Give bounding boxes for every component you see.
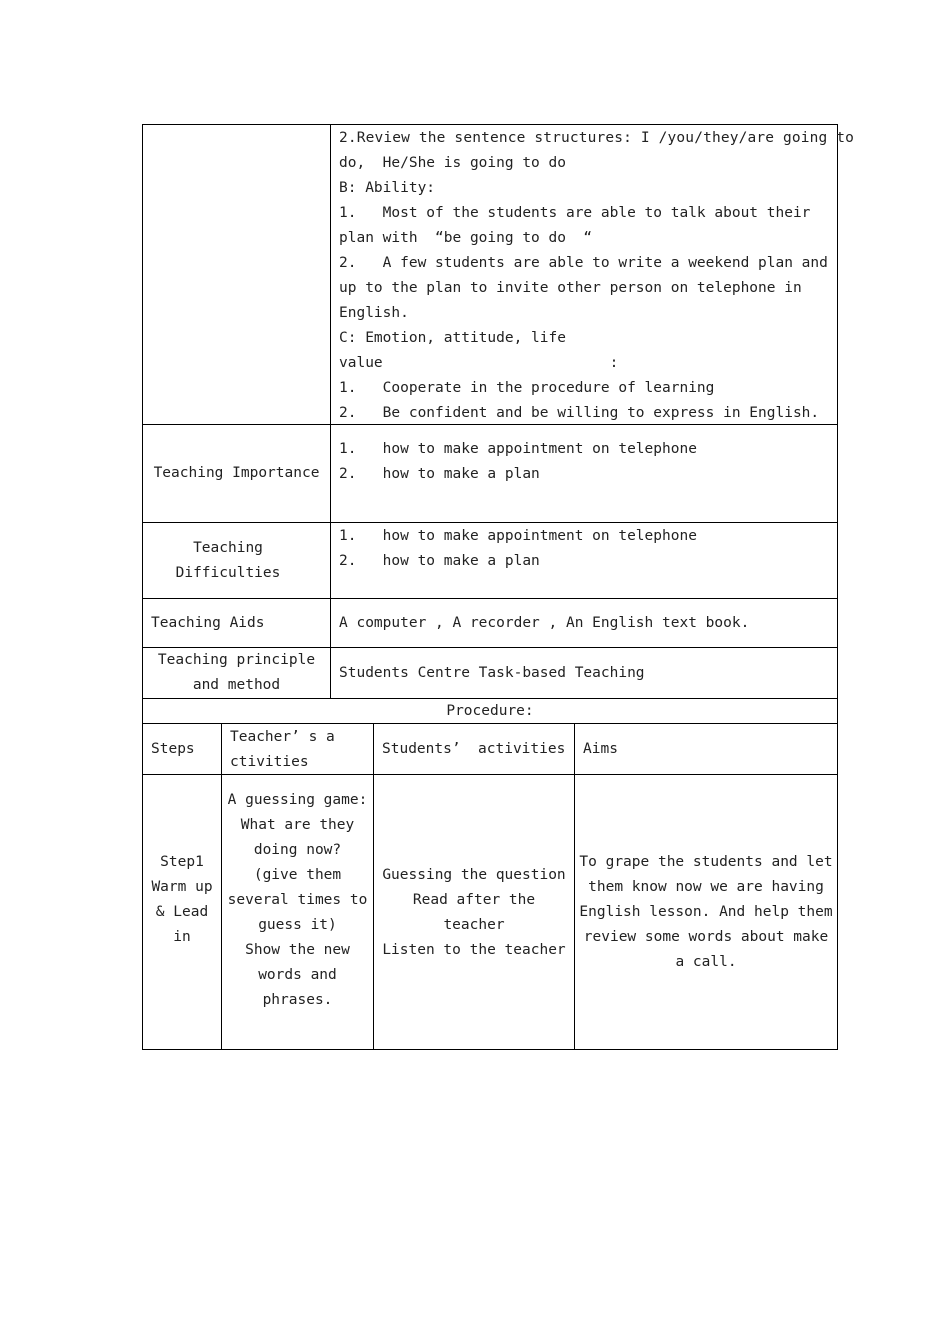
cell-line: review some words about make (583, 929, 829, 945)
teaching-aids-value: A computer , A recorder , An English text book. (339, 615, 750, 631)
teaching-difficulties-label (143, 523, 313, 598)
cell-line: Step1 (160, 854, 204, 870)
teaching-principle-label (143, 648, 330, 698)
step1-teacher-cell (222, 788, 373, 1013)
label-text: Teaching principle (157, 652, 316, 668)
teaching-difficulties-item: 2. how to make a plan (339, 553, 540, 569)
table-border (330, 124, 331, 698)
teaching-importance-label (143, 425, 330, 522)
step1-students-cell (374, 863, 574, 963)
title-text: Procedure: (446, 702, 534, 719)
header-teacher-activities: Teacher’ s a (230, 729, 335, 745)
cell-line: several times to (227, 892, 368, 908)
label-text: Teaching Importance (153, 465, 320, 481)
table-border (142, 598, 838, 599)
label-text: and method (192, 677, 281, 693)
cell-line: guess it) (258, 917, 337, 933)
procedure-title (143, 699, 837, 723)
cell-line: (give them (253, 867, 342, 883)
step1-aims-cell (575, 850, 837, 975)
objective-line: plan with “be going to do “ (339, 230, 593, 246)
objective-line: do, He/She is going to do (339, 155, 566, 171)
objective-line: 2. Be confident and be willing to express in English. (339, 405, 820, 421)
label-text: Teaching (193, 539, 263, 556)
teaching-aids-label: Teaching Aids (151, 615, 265, 631)
cell-line: teacher (443, 917, 505, 933)
teaching-difficulties-item: 1. how to make appointment on telephone (339, 528, 697, 544)
teaching-importance-item: 1. how to make appointment on telephone (339, 441, 697, 457)
objective-line: 1. Most of the students are able to talk about their (339, 205, 811, 221)
cell-line: Warm up (151, 879, 213, 895)
objective-line: 1. Cooperate in the procedure of learning (339, 380, 715, 396)
label-text: Difficulties (175, 564, 281, 581)
header-aims: Aims (583, 741, 618, 757)
objective-line: value : (339, 355, 619, 371)
table-border (837, 124, 838, 1050)
cell-line: in (173, 929, 191, 945)
objective-line: English. (339, 305, 409, 321)
cell-line: Show the new (245, 942, 350, 958)
cell-line: & Lead (155, 904, 209, 920)
cell-line: them know now we are having (588, 879, 824, 895)
header-students-activities: Students’ activities (382, 741, 566, 757)
cell-line: doing now? (253, 842, 342, 858)
objective-line: B: Ability: (339, 180, 436, 196)
teaching-principle-value: Students Centre Task-based Teaching (339, 665, 645, 681)
table-border (142, 1049, 838, 1050)
cell-line: Guessing the question (382, 867, 566, 883)
step1-steps-cell (143, 850, 221, 950)
header-teacher-activities: ctivities (230, 754, 309, 770)
objective-line: up to the plan to invite other person on telephone in (339, 280, 802, 296)
objective-line: C: Emotion, attitude, life (339, 330, 566, 346)
cell-line: a call. (675, 954, 737, 970)
header-steps: Steps (151, 741, 195, 757)
cell-line: What are they (240, 817, 355, 833)
objective-line: 2.Review the sentence structures: I /you/they/are going to (339, 130, 855, 146)
cell-line: phrases. (262, 992, 333, 1008)
table-border (142, 124, 838, 125)
cell-line: A guessing game: (227, 792, 368, 808)
objective-line: 2. A few students are able to write a weekend plan and (339, 255, 828, 271)
cell-line: words and (258, 967, 337, 983)
cell-line: English lesson. And help them (579, 904, 833, 920)
teaching-importance-item: 2. how to make a plan (339, 466, 540, 482)
cell-line: To grape the students and let (579, 854, 833, 870)
cell-line: Read after the (412, 892, 536, 908)
cell-line: Listen to the teacher (382, 942, 566, 958)
